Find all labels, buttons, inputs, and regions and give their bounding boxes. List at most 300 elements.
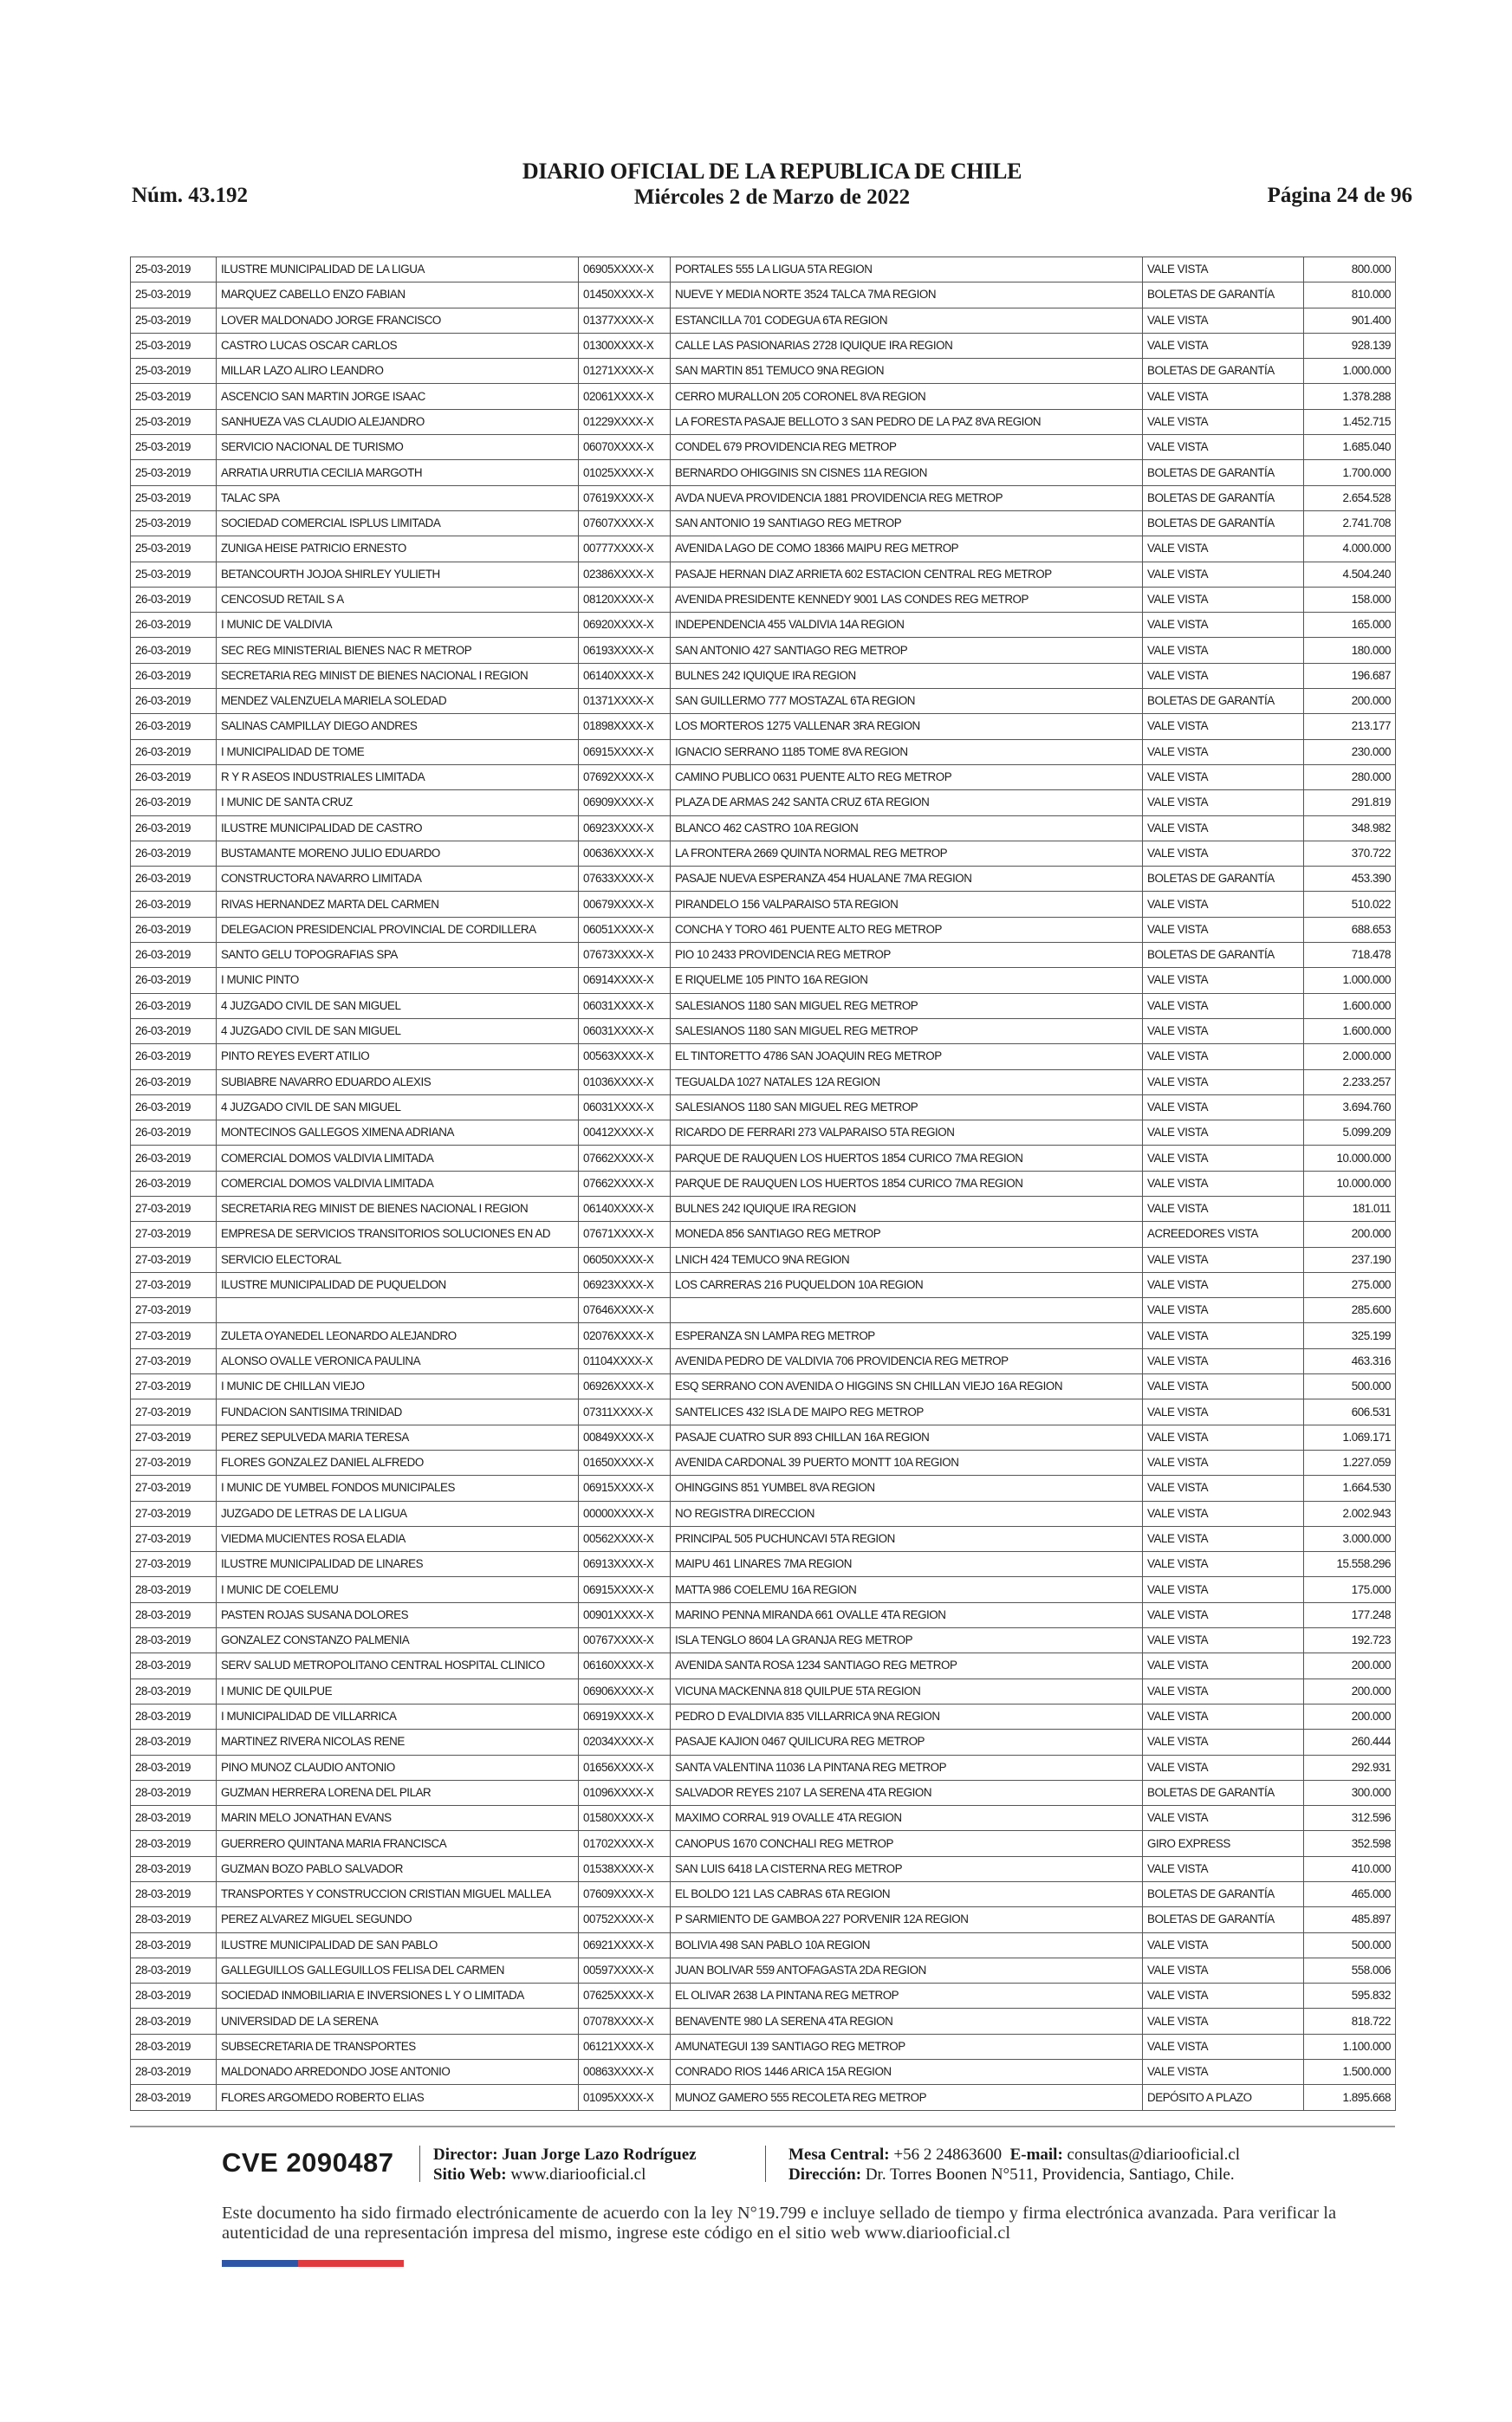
table-row [131, 790, 1396, 815]
rut-cell: 01095XXXX-X [579, 2085, 671, 2110]
document-type-cell: VALE VISTA [1143, 1323, 1304, 1348]
date-cell: 25-03-2019 [131, 333, 217, 358]
address-cell: PASAJE CUATRO SUR 893 CHILLAN 16A REGION [671, 1425, 1143, 1450]
date-cell: 27-03-2019 [131, 1476, 217, 1501]
address-cell: LOS MORTEROS 1275 VALLENAR 3RA REGION [671, 714, 1143, 739]
date-cell: 25-03-2019 [131, 435, 217, 460]
document-type-cell: VALE VISTA [1143, 815, 1304, 841]
table-row [131, 943, 1396, 968]
table-row [131, 562, 1396, 587]
document-type-cell: VALE VISTA [1143, 536, 1304, 562]
address-cell: PEDRO D EVALDIVIA 835 VILLARRICA 9NA REGION [671, 1704, 1143, 1729]
document-type-cell: BOLETAS DE GARANTÍA [1143, 867, 1304, 892]
name-cell: SUBIABRE NAVARRO EDUARDO ALEXIS [217, 1069, 579, 1094]
name-cell: PINTO REYES EVERT ATILIO [217, 1044, 579, 1069]
table-row [131, 1577, 1396, 1602]
document-type-cell: VALE VISTA [1143, 1272, 1304, 1297]
email-link[interactable]: consultas@diariooficial.cl [1067, 2146, 1241, 2164]
address-cell: MAIPU 461 LINARES 7MA REGION [671, 1552, 1143, 1577]
date-cell: 26-03-2019 [131, 663, 217, 688]
rut-cell: 07607XXXX-X [579, 510, 671, 536]
amount-cell: 800.000 [1304, 257, 1396, 282]
amount-cell: 177.248 [1304, 1602, 1396, 1627]
name-cell: GALLEGUILLOS GALLEGUILLOS FELISA DEL CARMEN [217, 1958, 579, 1983]
date-cell: 26-03-2019 [131, 764, 217, 789]
table-row [131, 892, 1396, 917]
name-cell: MALDONADO ARREDONDO JOSE ANTONIO [217, 2060, 579, 2085]
rut-cell: 07633XXXX-X [579, 867, 671, 892]
rut-cell: 00636XXXX-X [579, 841, 671, 866]
table-row [131, 1780, 1396, 1805]
table-row [131, 638, 1396, 663]
name-cell: FLORES ARGOMEDO ROBERTO ELIAS [217, 2085, 579, 2110]
amount-cell: 510.022 [1304, 892, 1396, 917]
date-cell: 25-03-2019 [131, 257, 217, 282]
table-row [131, 1399, 1396, 1425]
name-cell: ARRATIA URRUTIA CECILIA MARGOTH [217, 460, 579, 485]
date-cell: 25-03-2019 [131, 282, 217, 308]
document-type-cell: BOLETAS DE GARANTÍA [1143, 1780, 1304, 1805]
document-type-cell: VALE VISTA [1143, 663, 1304, 688]
document-type-cell: BOLETAS DE GARANTÍA [1143, 510, 1304, 536]
amount-cell: 928.139 [1304, 333, 1396, 358]
table-row [131, 536, 1396, 562]
amount-cell: 2.002.943 [1304, 1501, 1396, 1526]
rut-cell: 07619XXXX-X [579, 485, 671, 510]
table-row [131, 1526, 1396, 1551]
name-cell: LOVER MALDONADO JORGE FRANCISCO [217, 308, 579, 333]
name-cell: ILUSTRE MUNICIPALIDAD DE PUQUELDON [217, 1272, 579, 1297]
date-cell: 26-03-2019 [131, 968, 217, 993]
name-cell: SERVICIO ELECTORAL [217, 1247, 579, 1272]
contact-info [788, 2145, 1240, 2185]
rut-cell: 06915XXXX-X [579, 1577, 671, 1602]
amount-cell: 1.227.059 [1304, 1450, 1396, 1475]
address-cell: EL BOLDO 121 LAS CABRAS 6TA REGION [671, 1882, 1143, 1907]
rut-cell: 01702XXXX-X [579, 1831, 671, 1856]
table-row [131, 764, 1396, 789]
amount-cell: 901.400 [1304, 308, 1396, 333]
table-row [131, 409, 1396, 434]
cve-code: CVE 2090487 [222, 2147, 394, 2178]
rut-cell: 01104XXXX-X [579, 1348, 671, 1373]
address-cell: SALESIANOS 1180 SAN MIGUEL REG METROP [671, 1018, 1143, 1043]
amount-cell: 200.000 [1304, 1653, 1396, 1679]
document-type-cell: BOLETAS DE GARANTÍA [1143, 359, 1304, 384]
footer-divider [130, 2126, 1395, 2127]
date-cell: 27-03-2019 [131, 1501, 217, 1526]
rut-cell: 00777XXXX-X [579, 536, 671, 562]
amount-cell: 1.685.040 [1304, 435, 1396, 460]
address-cell: SALESIANOS 1180 SAN MIGUEL REG METROP [671, 993, 1143, 1018]
amount-cell: 312.596 [1304, 1806, 1396, 1831]
amount-cell: 1.378.288 [1304, 384, 1396, 409]
date-cell: 26-03-2019 [131, 993, 217, 1018]
table-row [131, 1425, 1396, 1450]
document-type-cell: BOLETAS DE GARANTÍA [1143, 1882, 1304, 1907]
document-type-cell: VALE VISTA [1143, 2009, 1304, 2034]
amount-cell: 325.199 [1304, 1323, 1396, 1348]
table-row [131, 1044, 1396, 1069]
document-type-cell: VALE VISTA [1143, 1425, 1304, 1450]
address-cell: CALLE LAS PASIONARIAS 2728 IQUIQUE IRA REGION [671, 333, 1143, 358]
table-row [131, 2085, 1396, 2110]
address-cell: IGNACIO SERRANO 1185 TOME 8VA REGION [671, 739, 1143, 764]
amount-cell: 15.558.296 [1304, 1552, 1396, 1577]
document-type-cell: VALE VISTA [1143, 1476, 1304, 1501]
address-cell: JUAN BOLIVAR 559 ANTOFAGASTA 2DA REGION [671, 1958, 1143, 1983]
web-link[interactable]: www.diariooficial.cl [510, 2166, 646, 2184]
date-cell: 28-03-2019 [131, 2060, 217, 2085]
table-row [131, 1171, 1396, 1196]
date-cell: 28-03-2019 [131, 1730, 217, 1755]
rut-cell: 06031XXXX-X [579, 993, 671, 1018]
date-cell: 28-03-2019 [131, 1704, 217, 1729]
document-type-cell: VALE VISTA [1143, 1653, 1304, 1679]
date-cell: 27-03-2019 [131, 1222, 217, 1247]
name-cell: RIVAS HERNANDEZ MARTA DEL CARMEN [217, 892, 579, 917]
address-cell: AVENIDA PEDRO DE VALDIVIA 706 PROVIDENCIA REG METROP [671, 1348, 1143, 1373]
amount-cell: 1.452.715 [1304, 409, 1396, 434]
date-cell: 28-03-2019 [131, 1679, 217, 1704]
address-cell: SALVADOR REYES 2107 LA SERENA 4TA REGION [671, 1780, 1143, 1805]
rut-cell: 00000XXXX-X [579, 1501, 671, 1526]
date-cell: 28-03-2019 [131, 2034, 217, 2059]
rut-cell: 01096XXXX-X [579, 1780, 671, 1805]
amount-cell: 285.600 [1304, 1298, 1396, 1323]
name-cell: JUZGADO DE LETRAS DE LA LIGUA [217, 1501, 579, 1526]
address-cell: RICARDO DE FERRARI 273 VALPARAISO 5TA REGION [671, 1120, 1143, 1146]
address-cell: MUNOZ GAMERO 555 RECOLETA REG METROP [671, 2085, 1143, 2110]
amount-cell: 718.478 [1304, 943, 1396, 968]
page-header [132, 159, 1412, 212]
rut-cell: 02061XXXX-X [579, 384, 671, 409]
name-cell: 4 JUZGADO CIVIL DE SAN MIGUEL [217, 993, 579, 1018]
amount-cell: 558.006 [1304, 1958, 1396, 1983]
amount-cell: 4.504.240 [1304, 562, 1396, 587]
date-cell: 26-03-2019 [131, 1018, 217, 1043]
rut-cell: 01898XXXX-X [579, 714, 671, 739]
rut-cell: 02034XXXX-X [579, 1730, 671, 1755]
name-cell: R Y R ASEOS INDUSTRIALES LIMITADA [217, 764, 579, 789]
document-type-cell: VALE VISTA [1143, 1984, 1304, 2009]
document-type-cell: VALE VISTA [1143, 892, 1304, 917]
table-row [131, 435, 1396, 460]
date-cell: 28-03-2019 [131, 2009, 217, 2034]
amount-cell: 818.722 [1304, 2009, 1396, 2034]
rut-cell: 01450XXXX-X [579, 282, 671, 308]
date-cell: 28-03-2019 [131, 1755, 217, 1780]
date-cell: 26-03-2019 [131, 1069, 217, 1094]
table-row [131, 993, 1396, 1018]
rut-cell: 01025XXXX-X [579, 460, 671, 485]
table-row [131, 384, 1396, 409]
document-type-cell: VALE VISTA [1143, 2034, 1304, 2059]
amount-cell: 1.000.000 [1304, 359, 1396, 384]
date-cell: 28-03-2019 [131, 1907, 217, 1932]
document-type-cell: VALE VISTA [1143, 1730, 1304, 1755]
date-cell: 26-03-2019 [131, 892, 217, 917]
amount-cell: 595.832 [1304, 1984, 1396, 2009]
table-row [131, 460, 1396, 485]
date-cell: 27-03-2019 [131, 1272, 217, 1297]
table-row [131, 663, 1396, 688]
table-row [131, 1907, 1396, 1932]
table-row [131, 1984, 1396, 2009]
table-row [131, 1806, 1396, 1831]
amount-cell: 180.000 [1304, 638, 1396, 663]
amount-cell: 2.233.257 [1304, 1069, 1396, 1094]
document-type-cell: VALE VISTA [1143, 409, 1304, 434]
document-type-cell: VALE VISTA [1143, 1171, 1304, 1196]
rut-cell: 06906XXXX-X [579, 1679, 671, 1704]
date-cell: 27-03-2019 [131, 1374, 217, 1399]
date-cell: 27-03-2019 [131, 1247, 217, 1272]
flag-red-segment [298, 2260, 404, 2267]
date-cell: 26-03-2019 [131, 1171, 217, 1196]
name-cell: 4 JUZGADO CIVIL DE SAN MIGUEL [217, 1018, 579, 1043]
rut-cell: 01371XXXX-X [579, 689, 671, 714]
amount-cell: 2.000.000 [1304, 1044, 1396, 1069]
table-row [131, 917, 1396, 942]
date-cell: 28-03-2019 [131, 1856, 217, 1881]
name-cell [217, 1298, 579, 1323]
document-type-cell: VALE VISTA [1143, 764, 1304, 789]
date-cell: 27-03-2019 [131, 1196, 217, 1221]
rut-cell: 06140XXXX-X [579, 1196, 671, 1221]
address-cell: CONDEL 679 PROVIDENCIA REG METROP [671, 435, 1143, 460]
address-cell: BOLIVIA 498 SAN PABLO 10A REGION [671, 1932, 1143, 1958]
address-cell: SALESIANOS 1180 SAN MIGUEL REG METROP [671, 1094, 1143, 1120]
amount-cell: 200.000 [1304, 689, 1396, 714]
document-type-cell: VALE VISTA [1143, 917, 1304, 942]
table-row [131, 613, 1396, 638]
flag-blue-segment [222, 2260, 298, 2267]
address-cell: AVENIDA LAGO DE COMO 18366 MAIPU REG METROP [671, 536, 1143, 562]
document-type-cell: VALE VISTA [1143, 1196, 1304, 1221]
document-type-cell: BOLETAS DE GARANTÍA [1143, 282, 1304, 308]
date-cell: 26-03-2019 [131, 587, 217, 612]
name-cell: CASTRO LUCAS OSCAR CARLOS [217, 333, 579, 358]
name-cell: I MUNIC DE COELEMU [217, 1577, 579, 1602]
name-cell: SANHUEZA VAS CLAUDIO ALEJANDRO [217, 409, 579, 434]
document-type-cell: VALE VISTA [1143, 1450, 1304, 1475]
date-cell: 26-03-2019 [131, 689, 217, 714]
address-cell: MAXIMO CORRAL 919 OVALLE 4TA REGION [671, 1806, 1143, 1831]
amount-cell: 200.000 [1304, 1704, 1396, 1729]
document-type-cell: VALE VISTA [1143, 308, 1304, 333]
name-cell: PEREZ ALVAREZ MIGUEL SEGUNDO [217, 1907, 579, 1932]
amount-cell: 352.598 [1304, 1831, 1396, 1856]
rut-cell: 07311XXXX-X [579, 1399, 671, 1425]
name-cell: GUZMAN HERRERA LORENA DEL PILAR [217, 1780, 579, 1805]
table-row [131, 1094, 1396, 1120]
table-row [131, 1704, 1396, 1729]
date-cell: 26-03-2019 [131, 1094, 217, 1120]
document-type-cell: BOLETAS DE GARANTÍA [1143, 943, 1304, 968]
name-cell: ZUNIGA HEISE PATRICIO ERNESTO [217, 536, 579, 562]
rut-cell: 01580XXXX-X [579, 1806, 671, 1831]
table-row [131, 587, 1396, 612]
document-type-cell: VALE VISTA [1143, 1932, 1304, 1958]
document-type-cell: VALE VISTA [1143, 1806, 1304, 1831]
name-cell: ASCENCIO SAN MARTIN JORGE ISAAC [217, 384, 579, 409]
rut-cell: 07662XXXX-X [579, 1146, 671, 1171]
document-type-cell: VALE VISTA [1143, 1856, 1304, 1881]
address-cell: LA FORESTA PASAJE BELLOTO 3 SAN PEDRO DE LA PAZ 8VA REGION [671, 409, 1143, 434]
legal-notice: Este documento ha sido firmado electrónicamente de acuerdo con la ley N°19.799 e incluye sellado de tiempo y firma electrónica avanzada. Para verificar la autenticidad de una representación impresa del mismo, ingrese este código en el sitio web www.diariooficial.cl [222, 2204, 1337, 2243]
table-row [131, 1018, 1396, 1043]
address-cell: CERRO MURALLON 205 CORONEL 8VA REGION [671, 384, 1143, 409]
rut-cell: 07609XXXX-X [579, 1882, 671, 1907]
table-row [131, 1932, 1396, 1958]
table-row [131, 282, 1396, 308]
amount-cell: 485.897 [1304, 1907, 1396, 1932]
document-type-cell: VALE VISTA [1143, 638, 1304, 663]
address-cell: LNICH 424 TEMUCO 9NA REGION [671, 1247, 1143, 1272]
table-row [131, 841, 1396, 866]
address-cell: AMUNATEGUI 139 SANTIAGO REG METROP [671, 2034, 1143, 2059]
newspaper-title: DIARIO OFICIAL DE LA REPUBLICA DE CHILE [522, 159, 1022, 184]
date-cell: 28-03-2019 [131, 1653, 217, 1679]
date-cell: 28-03-2019 [131, 1958, 217, 1983]
document-type-cell: VALE VISTA [1143, 1374, 1304, 1399]
direccion-value: Dr. Torres Boonen N°511, Providencia, Santiago, Chile. [865, 2166, 1235, 2184]
table-row [131, 689, 1396, 714]
address-cell: E RIQUELME 105 PINTO 16A REGION [671, 968, 1143, 993]
name-cell: COMERCIAL DOMOS VALDIVIA LIMITADA [217, 1171, 579, 1196]
date-cell: 25-03-2019 [131, 308, 217, 333]
date-cell: 28-03-2019 [131, 2085, 217, 2110]
name-cell: SOCIEDAD COMERCIAL ISPLUS LIMITADA [217, 510, 579, 536]
name-cell: GONZALEZ CONSTANZO PALMENIA [217, 1628, 579, 1653]
amount-cell: 453.390 [1304, 867, 1396, 892]
address-cell: CANOPUS 1670 CONCHALI REG METROP [671, 1831, 1143, 1856]
amount-cell: 1.500.000 [1304, 2060, 1396, 2085]
document-type-cell: VALE VISTA [1143, 1399, 1304, 1425]
rut-cell: 01377XXXX-X [579, 308, 671, 333]
address-cell: PASAJE NUEVA ESPERANZA 454 HUALANE 7MA REGION [671, 867, 1143, 892]
document-type-cell: BOLETAS DE GARANTÍA [1143, 460, 1304, 485]
records-table [130, 256, 1396, 2111]
amount-cell: 213.177 [1304, 714, 1396, 739]
footer-separator [765, 2146, 766, 2182]
name-cell: I MUNIC PINTO [217, 968, 579, 993]
amount-cell: 1.700.000 [1304, 460, 1396, 485]
table-row [131, 359, 1396, 384]
document-type-cell: VALE VISTA [1143, 790, 1304, 815]
amount-cell: 230.000 [1304, 739, 1396, 764]
amount-cell: 463.316 [1304, 1348, 1396, 1373]
amount-cell: 5.099.209 [1304, 1120, 1396, 1146]
rut-cell: 06923XXXX-X [579, 815, 671, 841]
amount-cell: 10.000.000 [1304, 1146, 1396, 1171]
name-cell: CENCOSUD RETAIL S A [217, 587, 579, 612]
date-cell: 27-03-2019 [131, 1450, 217, 1475]
table-row [131, 485, 1396, 510]
amount-cell: 500.000 [1304, 1374, 1396, 1399]
flag-stripe [222, 2260, 404, 2267]
address-cell: ESQ SERRANO CON AVENIDA O HIGGINS SN CHILLAN VIEJO 16A REGION [671, 1374, 1143, 1399]
name-cell: MARIN MELO JONATHAN EVANS [217, 1806, 579, 1831]
rut-cell: 01229XXXX-X [579, 409, 671, 434]
date-cell: 27-03-2019 [131, 1552, 217, 1577]
web-label: Sitio Web: [433, 2166, 507, 2184]
name-cell: MARTINEZ RIVERA NICOLAS RENE [217, 1730, 579, 1755]
document-type-cell: DEPÓSITO A PLAZO [1143, 2085, 1304, 2110]
table-row [131, 1272, 1396, 1297]
address-cell: CONRADO RIOS 1446 ARICA 15A REGION [671, 2060, 1143, 2085]
amount-cell: 291.819 [1304, 790, 1396, 815]
rut-cell: 06051XXXX-X [579, 917, 671, 942]
name-cell: COMERCIAL DOMOS VALDIVIA LIMITADA [217, 1146, 579, 1171]
document-type-cell: VALE VISTA [1143, 739, 1304, 764]
document-type-cell: BOLETAS DE GARANTÍA [1143, 689, 1304, 714]
document-type-cell: VALE VISTA [1143, 384, 1304, 409]
amount-cell: 181.011 [1304, 1196, 1396, 1221]
amount-cell: 260.444 [1304, 1730, 1396, 1755]
amount-cell: 196.687 [1304, 663, 1396, 688]
table-row [131, 1069, 1396, 1094]
direccion-label: Dirección: [788, 2166, 862, 2184]
name-cell: VIEDMA MUCIENTES ROSA ELADIA [217, 1526, 579, 1551]
document-type-cell: VALE VISTA [1143, 333, 1304, 358]
document-type-cell: VALE VISTA [1143, 1526, 1304, 1551]
document-type-cell: VALE VISTA [1143, 257, 1304, 282]
name-cell: GUZMAN BOZO PABLO SALVADOR [217, 1856, 579, 1881]
date-cell: 25-03-2019 [131, 384, 217, 409]
address-cell: TEGUALDA 1027 NATALES 12A REGION [671, 1069, 1143, 1094]
rut-cell: 07625XXXX-X [579, 1984, 671, 2009]
date-cell: 26-03-2019 [131, 815, 217, 841]
document-type-cell: VALE VISTA [1143, 1094, 1304, 1120]
document-type-cell: VALE VISTA [1143, 1602, 1304, 1627]
date-cell: 26-03-2019 [131, 841, 217, 866]
rut-cell: 01300XXXX-X [579, 333, 671, 358]
address-cell: LOS CARRERAS 216 PUQUELDON 10A REGION [671, 1272, 1143, 1297]
date-cell: 26-03-2019 [131, 917, 217, 942]
date-cell: 25-03-2019 [131, 485, 217, 510]
document-type-cell: VALE VISTA [1143, 1247, 1304, 1272]
date-cell: 28-03-2019 [131, 1932, 217, 1958]
address-cell: PIO 10 2433 PROVIDENCIA REG METROP [671, 943, 1143, 968]
rut-cell: 02386XXXX-X [579, 562, 671, 587]
name-cell: PEREZ SEPULVEDA MARIA TERESA [217, 1425, 579, 1450]
document-type-cell: VALE VISTA [1143, 2060, 1304, 2085]
document-type-cell: ACREEDORES VISTA [1143, 1222, 1304, 1247]
date-cell: 26-03-2019 [131, 1120, 217, 1146]
name-cell: I MUNIC DE SANTA CRUZ [217, 790, 579, 815]
address-cell: SANTA VALENTINA 11036 LA PINTANA REG METROP [671, 1755, 1143, 1780]
rut-cell: 06193XXXX-X [579, 638, 671, 663]
amount-cell: 3.000.000 [1304, 1526, 1396, 1551]
name-cell: UNIVERSIDAD DE LA SERENA [217, 2009, 579, 2034]
table-row [131, 1450, 1396, 1475]
address-cell: BERNARDO OHIGGINIS SN CISNES 11A REGION [671, 460, 1143, 485]
document-type-cell: VALE VISTA [1143, 993, 1304, 1018]
name-cell: PASTEN ROJAS SUSANA DOLORES [217, 1602, 579, 1627]
amount-cell: 465.000 [1304, 1882, 1396, 1907]
document-type-cell: VALE VISTA [1143, 562, 1304, 587]
name-cell: SALINAS CAMPILLAY DIEGO ANDRES [217, 714, 579, 739]
table-row [131, 1247, 1396, 1272]
table-row [131, 1679, 1396, 1704]
name-cell: FUNDACION SANTISIMA TRINIDAD [217, 1399, 579, 1425]
name-cell: SERV SALUD METROPOLITANO CENTRAL HOSPITAL CLINICO [217, 1653, 579, 1679]
address-cell: PIRANDELO 156 VALPARAISO 5TA REGION [671, 892, 1143, 917]
date-cell: 26-03-2019 [131, 867, 217, 892]
date-cell: 26-03-2019 [131, 638, 217, 663]
